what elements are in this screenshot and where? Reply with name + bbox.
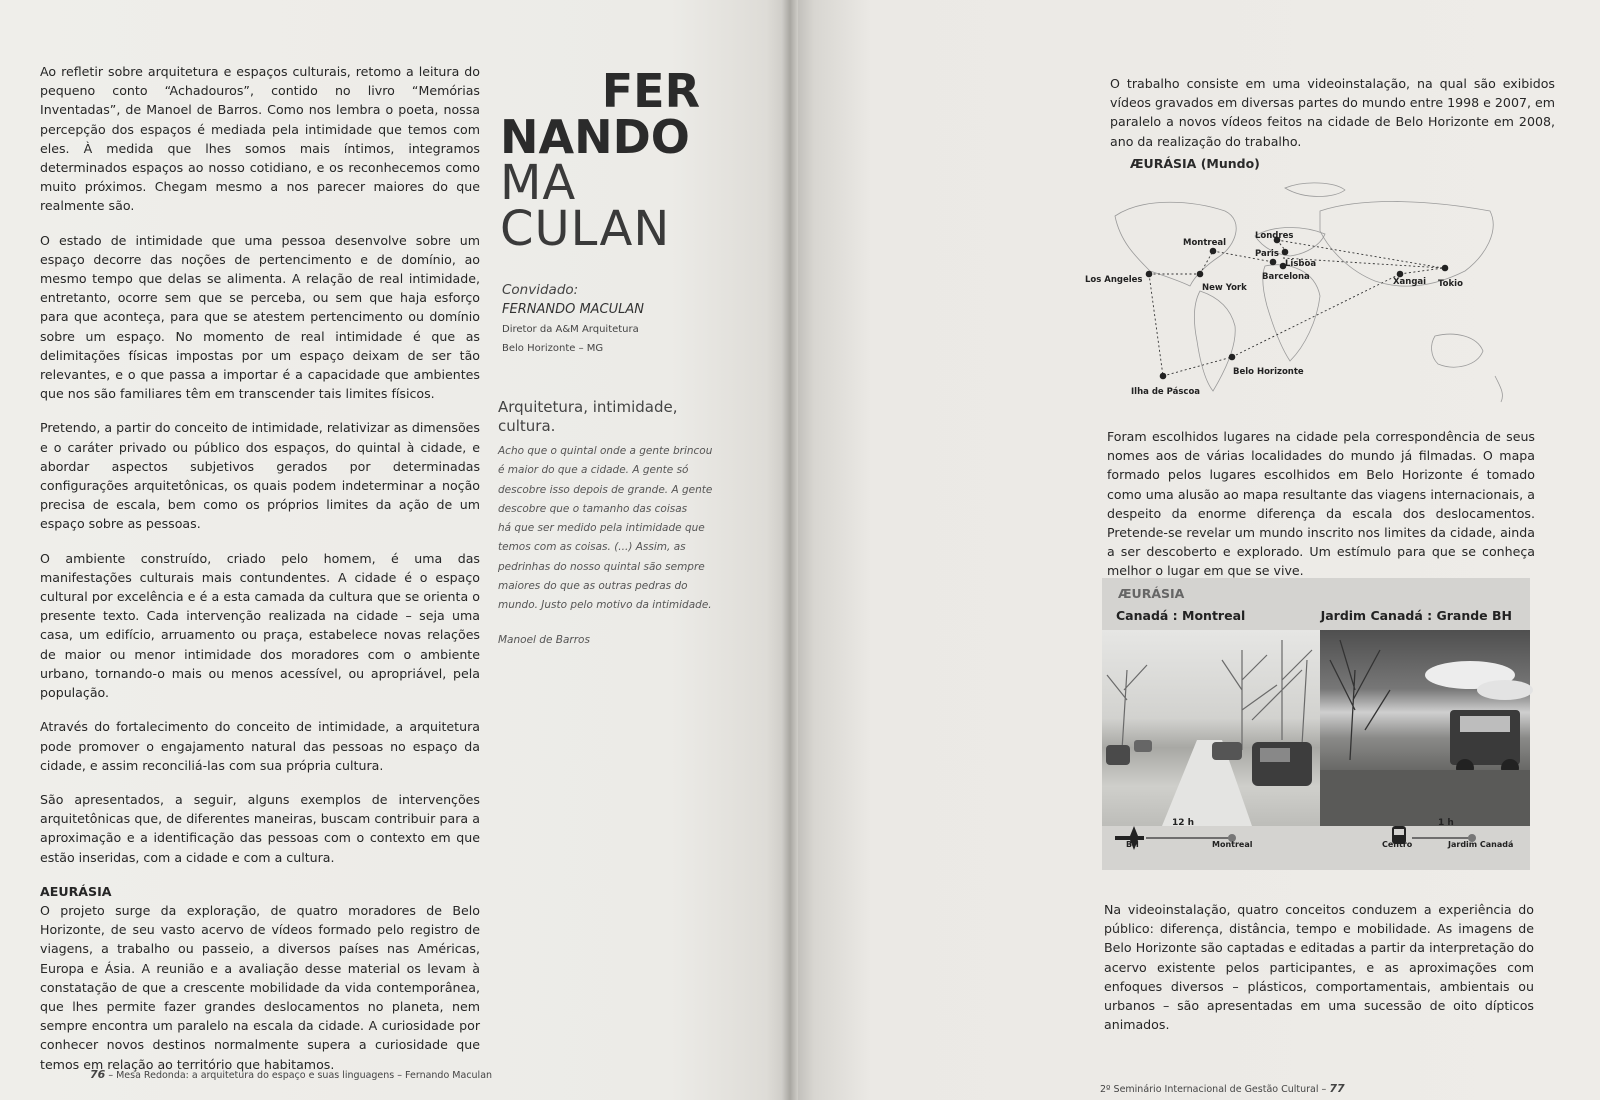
point-lisboa <box>1282 249 1289 256</box>
label-belo-horizonte: Belo Horizonte <box>1233 367 1304 377</box>
section-heading: AEURÁSIA <box>40 883 112 899</box>
epigraph-line: pedrinhas do nosso quintal são sempre <box>498 560 705 573</box>
trip-left-to: Montreal <box>1212 840 1253 849</box>
right-footer-text: 2º Seminário Internacional de Gestão Cultural – <box>1100 1084 1330 1095</box>
photo-montreal-snow <box>1102 630 1320 826</box>
new-zealand-outline <box>1495 376 1502 402</box>
trip-right-graphic <box>1390 822 1530 856</box>
caption-left: Canadá : Montreal <box>1116 608 1246 623</box>
guest-name: FERNANDO MACULAN <box>502 302 645 317</box>
point-tokio <box>1442 265 1449 272</box>
continent-outlines <box>1115 183 1502 402</box>
epigraph <box>498 398 713 646</box>
asia-outline <box>1320 202 1493 287</box>
caption-right: Jardim Canadá : Grande BH <box>1320 608 1512 623</box>
photo-montreal-art <box>1102 630 1320 826</box>
author-name <box>500 64 700 257</box>
paragraph-4: O ambiente construído, criado pelo homem, é uma das manifestações culturais mais contundentes. A cidade é o espaço cultural por excelência e é a esta camada da cultura que se orienta o presente texto. Cada intervenção realizada na cidade – seja uma casa, um edifício, arruamento ou praça, estabelece novas relações de maior ou menor intimidade dos moradores com o ambiente urbano, tornando-o mais ou menos acessível, ou apropriável, pela população. <box>40 550 480 701</box>
photo-jardim-art <box>1320 630 1530 826</box>
right-intro <box>1110 74 1555 166</box>
name-line-3: MA <box>500 155 577 211</box>
bus-window <box>1394 829 1404 835</box>
tree-branches <box>1330 640 1390 760</box>
trip-right-time: 1 h <box>1438 818 1454 828</box>
trip-left-from: BH <box>1126 840 1139 849</box>
trip-right-to: Jardim Canadá <box>1448 840 1514 849</box>
guest-role: Diretor da A&M Arquitetura <box>502 324 639 335</box>
label-montreal: Montreal <box>1183 238 1227 248</box>
land-rover-window <box>1460 716 1510 732</box>
label-xangai: Xangai <box>1393 277 1427 287</box>
route-la-pascoa <box>1149 274 1163 376</box>
car-far-left <box>1134 740 1152 752</box>
australia-outline <box>1432 334 1483 367</box>
car-window <box>1260 748 1290 762</box>
epigraph-line: maiores do que as outras pedras do <box>498 580 688 593</box>
right-footer <box>1100 1082 1345 1095</box>
epigraph-author: Manoel de Barros <box>498 633 590 646</box>
car-left <box>1106 745 1130 765</box>
label-new-york: New York <box>1202 283 1247 293</box>
label-barcelona: Barcelona <box>1262 272 1310 282</box>
arctic-outline <box>1285 183 1345 197</box>
paragraph-2: O estado de intimidade que uma pessoa desenvolve sobre um espaço decorre das noções de pertencimento e de domínio, ao mesmo tempo que delas se alimenta. A relação de real intimidade, entretanto, ocorre sem que se perceba, ou sem que haja esforço para que aconteça, para que se atestem pertencimento ou domínio sobre um espaço. No momento de real intimidade é que as delimitações físicas impostas por um espaço deixam de ser tão relevantes, e o que passa a importar é a capacidade que ambientes que nos são familiares têm em transcender tais limites físicos. <box>40 232 480 402</box>
paragraph-escolhidos: Foram escolhidos lugares na cidade pela correspondência de seus nomes aos de várias localidades do mundo já filmadas. O mapa formado pelos lugares escolhidos em Belo Horizonte é tomado como uma alusão ao mapa resultante das viagens internacionais, a despeito da enorme diferença da escala dos deslocamentos. Pretende-se revelar um mundo inscrito nos limites da cidade, ainda a ser descoberto e explorado. Um estímulo para que se conheça melhor o lugar em que se vive. <box>1107 429 1535 579</box>
epigraph-line: há que ser medido pela intimidade que <box>498 522 705 535</box>
intro-paragraph: O trabalho consiste em uma videoinstalação, na qual são exibidos vídeos gravados em diversas partes do mundo entre 1998 e 2007, em paralelo a novos vídeos feitos na cidade de Belo Horizonte em 2008, ano da realização do trabalho. <box>1110 76 1555 149</box>
label-ilha-de-pascoa: Ilha de Páscoa <box>1131 387 1201 397</box>
book-gutter <box>782 0 798 1100</box>
left-text-column <box>40 62 480 1089</box>
bare-trees <box>1107 640 1312 750</box>
trip-left-time: 12 h <box>1172 818 1195 828</box>
route-pascoa-bh <box>1163 357 1232 376</box>
map-title: ÆURÁSIA (Mundo) <box>1130 156 1260 171</box>
paragraph-videoinstalacao: Na videoinstalação, quatro conceitos conduzem a experiência do público: diferença, distância, tempo e mobilidade. As imagens de Belo Horizonte são captadas e editadas a partir da interpretação do acervo existente pelos participantes, e as aproximações com enfoques diversos – plásticos, comportamentais, ambientais ou urbanos – são apresentadas em uma sucessão de oito dípticos animados. <box>1104 902 1534 1033</box>
photo-jardim-canada <box>1320 630 1530 826</box>
right-paragraph-3 <box>1104 900 1534 1049</box>
epigraph-title: Arquitetura, intimidade, cultura. <box>498 398 678 435</box>
point-ilha-de-pascoa <box>1160 373 1167 380</box>
name-line-4: CULAN <box>500 201 671 257</box>
epigraph-line: é maior do que a cidade. A gente só <box>498 464 689 477</box>
label-paris: Paris <box>1255 249 1279 259</box>
paragraph-6: São apresentados, a seguir, alguns exemplos de intervenções arquitetônicas que, de diferentes maneiras, buscam contribuir para a aproximação e a identificação das pessoas com o contexto em que estão inseridas, com a cidade e com a cultura. <box>40 791 480 865</box>
left-footer <box>90 1068 492 1081</box>
name-line-1: FER <box>601 64 700 118</box>
left-footer-text: – Mesa Redonda: a arquitetura do espaço e suas linguagens – Fernando Maculan <box>105 1070 493 1081</box>
point-paris <box>1270 259 1277 266</box>
left-page-number: 76 <box>90 1068 106 1081</box>
guest-info <box>502 280 712 358</box>
grass-ground <box>1320 770 1530 826</box>
epigraph-line: temos com as coisas. (...) Assim, as <box>498 541 686 554</box>
label-los-angeles: Los Angeles <box>1085 275 1143 285</box>
paragraph-5: Através do fortalecimento do conceito de intimidade, a arquitetura pode promover o engajamento natural das pessoas no espaço da cidade, e assim reconciliá-las com sua própria cultura. <box>40 719 480 773</box>
point-los-angeles <box>1146 271 1153 278</box>
epigraph-line: mundo. Justo pelo motivo da intimidade. <box>498 599 712 612</box>
epigraph-line: descobre isso depois de grande. A gente <box>498 483 713 496</box>
guest-location: Belo Horizonte – MG <box>502 343 604 354</box>
name-line-2: NANDO <box>500 110 690 164</box>
point-belo-horizonte <box>1229 354 1236 361</box>
trip-right-from: Centro <box>1382 840 1413 849</box>
guest-label: Convidado: <box>502 282 579 298</box>
car-middle <box>1212 742 1242 760</box>
epigraph-line: Acho que o quintal onde a gente brincou <box>498 445 713 457</box>
label-tokio: Tokio <box>1438 279 1463 289</box>
paragraph-3: Pretendo, a partir do conceito de intimidade, relativizar as dimensões e o caráter privado ou público dos espaços, do quintal à cidade, e abordar aspectos subjetivos gerados por determinadas configurações arquitetônicas, os quais podem indeterminar a noção precisa de escala, bem como os próprios limites da ação de um espaço sobre as pessoas. <box>40 420 480 532</box>
paragraph-1: Ao refletir sobre arquitetura e espaços culturais, retomo a leitura do pequeno conto “Achadouros”, contido no livro “Memórias Inventadas”, de Manoel de Barros. Como nos lembra o poeta, nossa percepção dos espaços é mediada pela intimidade que temos com eles. À medida que lhes somos mais íntimos, integramos determinados espaços ao nosso cotidiano, e os reconhecemos como muito próximos. Chegam mesmo a nos parecer maiores do que realmente são. <box>40 64 480 214</box>
section-paragraph: O projeto surge da exploração, de quatro moradores de Belo Horizonte, de seu vasto acervo de vídeos formado pelo registro de viagens, a trabalho ou passeio, a diversos países nas Américas, Europa e Ásia. A reunião e a avaliação desse material os levam à constatação de que a crescente mobilidade da vida contemporânea, que lhes permite fazer grandes deslocamentos no planeta, nem sempre encontra um paralelo na escala da cidade. A curiosidade por conhecer novos destinos normalmente supera a curiosidade que temos em relação ao território que habitamos. <box>40 902 480 1072</box>
point-montreal <box>1210 248 1217 255</box>
epigraph-line: descobre que o tamanho das coisas <box>498 502 688 515</box>
figure-diptych <box>1102 578 1530 870</box>
right-page-number: 77 <box>1329 1082 1345 1095</box>
point-new-york <box>1197 271 1204 278</box>
world-map <box>1085 176 1535 426</box>
label-lisboa: Lisboa <box>1285 259 1317 269</box>
south-america-outline <box>1194 291 1235 391</box>
label-londres: Londres <box>1255 231 1294 241</box>
cloud-2 <box>1477 680 1533 700</box>
left-page <box>0 0 790 1100</box>
world-map-svg <box>1085 176 1535 426</box>
route-xangai-tokio <box>1400 268 1443 274</box>
right-paragraph-2 <box>1107 427 1535 596</box>
epigraph-text <box>498 442 713 616</box>
figure-label: ÆURÁSIA <box>1118 586 1185 601</box>
